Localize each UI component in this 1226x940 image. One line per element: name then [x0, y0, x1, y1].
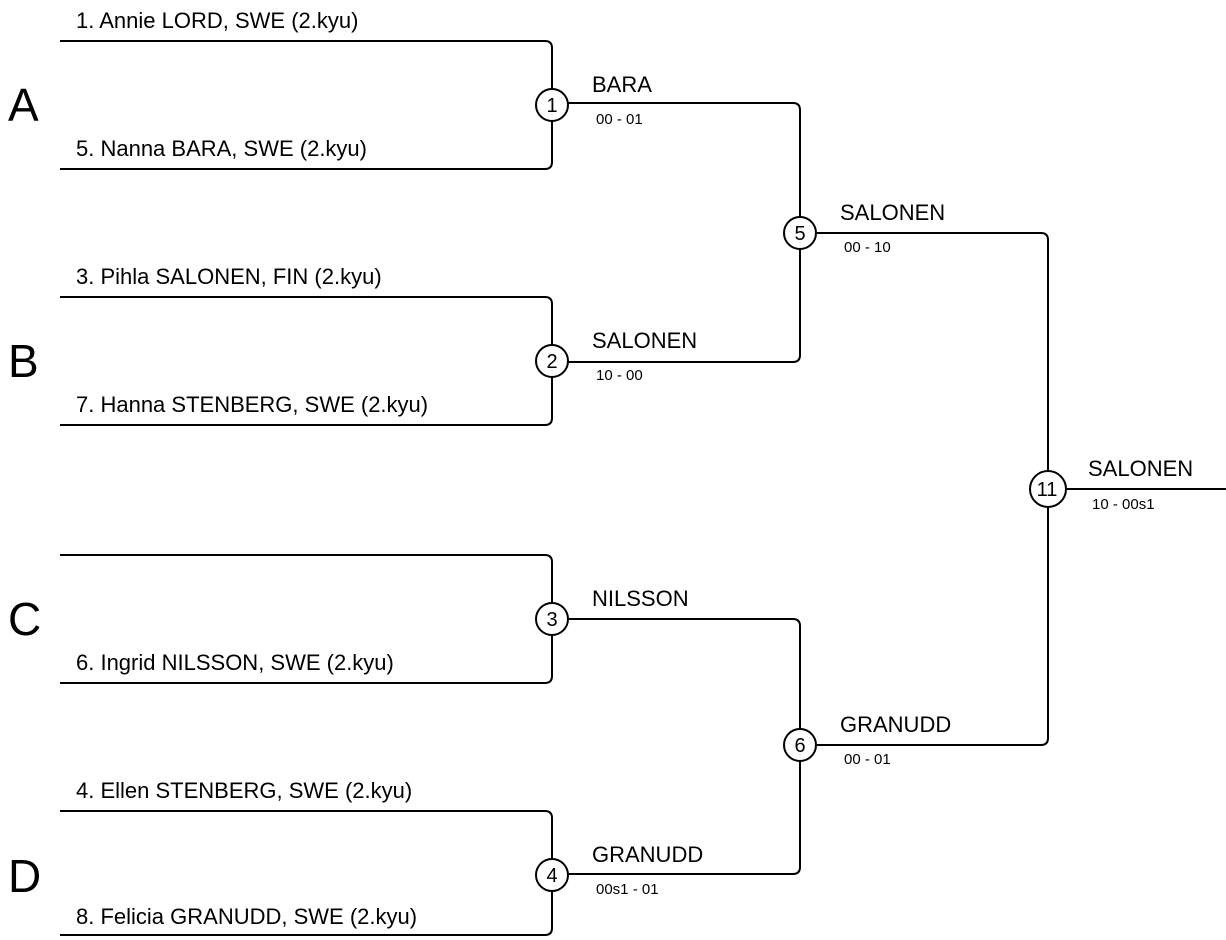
- match-number-6: 6: [794, 735, 806, 757]
- player-name: 5. Nanna BARA, SWE (2.kyu): [76, 136, 367, 161]
- match-number-2: 2: [546, 351, 558, 373]
- match-winner-3: NILSSON: [592, 586, 689, 611]
- match-winner-11: SALONEN: [1088, 456, 1194, 481]
- player-name: 8. Felicia GRANUDD, SWE (2.kyu): [76, 904, 418, 929]
- match-winner-2: SALONEN: [592, 328, 698, 353]
- match-score-2: 10 - 00: [596, 367, 643, 384]
- match-number-1: 1: [546, 95, 558, 117]
- match-number-11: 11: [1036, 479, 1058, 501]
- player-name: 6. Ingrid NILSSON, SWE (2.kyu): [76, 650, 394, 675]
- match-score-11: 10 - 00s1: [1092, 496, 1155, 513]
- match-winner-1: BARA: [592, 72, 652, 97]
- pool-label-c: C: [8, 593, 42, 645]
- pool-label-a: A: [8, 79, 39, 131]
- match-score-1: 00 - 01: [596, 111, 643, 128]
- player-name: 7. Hanna STENBERG, SWE (2.kyu): [76, 392, 429, 417]
- bracket-line-match-5: [552, 103, 800, 362]
- match-winner-6: GRANUDD: [840, 712, 952, 737]
- player-name: 4. Ellen STENBERG, SWE (2.kyu): [76, 778, 413, 803]
- match-number-3: 3: [546, 609, 558, 631]
- bracket-line-match-11: [800, 233, 1048, 745]
- match-winner-4: GRANUDD: [592, 842, 704, 867]
- bracket-line-match-6: [552, 619, 800, 874]
- match-number-5: 5: [794, 223, 806, 245]
- pool-label-b: B: [8, 335, 39, 387]
- match-score-6: 00 - 01: [844, 751, 891, 768]
- match-score-5: 00 - 10: [844, 239, 891, 256]
- match-number-4: 4: [546, 865, 558, 887]
- pool-label-d: D: [8, 850, 42, 902]
- player-name: 3. Pihla SALONEN, FIN (2.kyu): [76, 264, 382, 289]
- match-winner-5: SALONEN: [840, 200, 946, 225]
- player-name: 1. Annie LORD, SWE (2.kyu): [76, 8, 359, 33]
- match-score-4: 00s1 - 01: [596, 881, 659, 898]
